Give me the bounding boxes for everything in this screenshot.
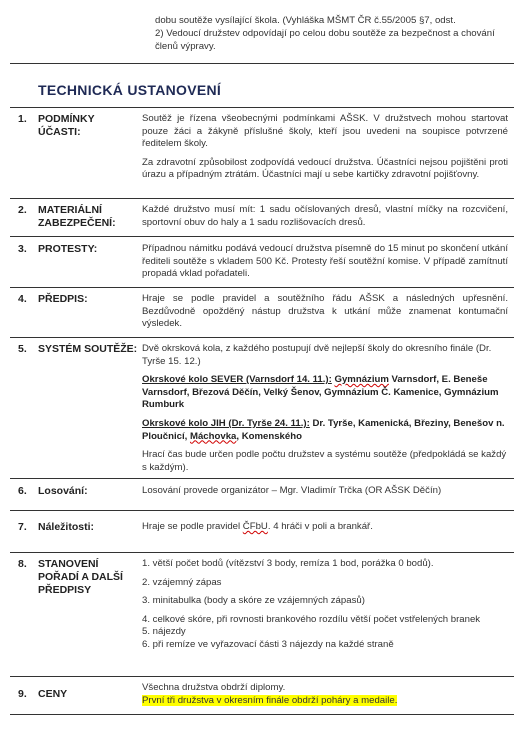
divider	[10, 478, 514, 479]
group-south-schools-end: , Komenského	[236, 430, 302, 442]
row-label: Losování:	[38, 485, 88, 497]
row-label: STANOVENÍ POŘADÍ A DALŠÍ PŘEDPISY	[38, 558, 123, 596]
paragraph: Všechna družstva obdrží diplomy.	[142, 682, 286, 693]
ranking-criterion: 3. minitabulka (body a skóre ze vzájemných zápasů)	[142, 595, 365, 607]
row-label: PODMÍNKY ÚČASTI:	[38, 113, 95, 138]
row-content	[142, 521, 508, 540]
row-label: SYSTÉM SOUTĚŽE:	[38, 343, 138, 355]
divider	[10, 552, 514, 553]
divider	[10, 714, 514, 715]
group-south-paragraph	[142, 418, 508, 443]
row-number: 9.	[18, 688, 27, 700]
divider	[10, 236, 514, 237]
group-south-schools: Dr. Tyrše, Kamenická, Březiny, Benešov n. Ploučnicí,	[142, 417, 505, 442]
paragraph: Losování provede organizátor – Mgr. Vladimír Trčka (OR AŠSK Děčín)	[142, 485, 442, 496]
section-title: TECHNICKÁ USTANOVENÍ	[38, 82, 222, 98]
row-label: PROTESTY:	[38, 243, 98, 255]
row-number: 7.	[18, 521, 27, 533]
highlighted-text: První tři družstva v okresním finále obdrží poháry a medaile.	[142, 694, 398, 706]
divider	[10, 63, 514, 64]
row-content	[142, 682, 508, 707]
row-number: 1.	[18, 113, 27, 125]
paragraph: Případnou námitku podává vedoucí družstva písemně do 15 minut po skončení utkání řediteli soutěže s vkladem 500 Kč. Protesty řeší soutěžní komise. V případě zamítnutí propadá vklad pořadateli.	[142, 243, 508, 280]
previous-section-line-1: dobu soutěže vysílající škola. (Vyhláška MŠMT ČR č.55/2005 §7, odst.	[155, 15, 456, 26]
paragraph: Hraje se podle pravidel a soutěžního řádu AŠSK a následných upřesnění. Bezdůvodně opožděný nástup družstva k utkání může znamenat kontumační výsledek.	[142, 293, 508, 330]
ranking-criterion: 1. větší počet bodů (vítězství 3 body, remíza 1 bod, porážka 0 bodů).	[142, 558, 434, 569]
row-label: Náležitosti:	[38, 521, 95, 533]
paragraph: Za zdravotní způsobilost zodpovídá vedoucí družstva. Účastníci nejsou pojištěni proti úrazu a případným ztrátám. Účastníci mají u sebe kartičky zdravotní pojišťovny.	[142, 156, 508, 181]
previous-section-line-2: 2) Vedoucí družstev odpovídají po celou dobu soutěže za bezpečnost a chování členů výpravy.	[155, 28, 495, 52]
row-number: 5.	[18, 343, 27, 355]
text-run: Hraje se podle pravidel	[142, 521, 243, 532]
group-north-paragraph	[142, 374, 508, 412]
row-content	[142, 243, 508, 287]
ranking-criterion: 5. nájezdy	[142, 626, 186, 638]
row-content	[142, 113, 508, 188]
paragraph: Soutěž je řízena všeobecnými podmínkami AŠSK. V družstvech mohou startovat pouze žáci a žákyně příslušné školy, kteří jsou uvedeni na soupisce potvrzené ředitelem školy.	[142, 113, 508, 150]
row-label: MATERIÁLNÍ ZABEZPEČENÍ:	[38, 204, 116, 229]
row-number: 8.	[18, 558, 27, 570]
ranking-criterion: 6. při remíze ve vyřazovací části 3 nájezdy na každé straně	[142, 638, 394, 650]
row-number: 2.	[18, 204, 27, 216]
group-north-schools: Varnsdorf, E. Beneše Varnsdorf, Březová Děčín, Velký Šenov, Gymnázium Č. Kamenice, Gymnázium Rumburk	[142, 374, 499, 411]
divider	[10, 510, 514, 511]
ranking-criterion: 4. celkové skóre, při rovnosti brankového rozdílu větší počet vstřelených branek	[142, 613, 481, 625]
highlighted-paragraph	[142, 695, 508, 708]
group-south-heading: Okrskové kolo JIH (Dr. Tyrše 24. 11.):	[142, 417, 310, 429]
divider	[10, 107, 514, 108]
paragraph: Každé družstvo musí mít: 1 sadu očíslovaných dresů, vlastní míčky na rozcvičení, sportovní obuv do haly a 1 sadu rozlišovacích dresů.	[142, 204, 508, 228]
row-content	[142, 558, 508, 652]
paragraph: Dvě okrsková kola, z každého postupují dvě nejlepší školy do okresního finále (Dr. Tyrše 15. 12.)	[142, 343, 492, 367]
row-label: PŘEDPIS:	[38, 293, 88, 305]
previous-section-text	[155, 14, 510, 53]
paragraph	[142, 521, 508, 534]
row-content	[142, 343, 508, 480]
divider	[10, 198, 514, 199]
divider	[10, 676, 514, 677]
row-number: 4.	[18, 293, 27, 305]
row-content	[142, 293, 508, 337]
school-name: Máchovka	[189, 430, 237, 442]
paragraph: Hrací čas bude určen podle počtu družstev a systému soutěže (předpokládá se každý s každým).	[142, 449, 507, 473]
group-north-heading: Okrskové kolo SEVER (Varnsdorf 14. 11.):	[142, 374, 332, 386]
school-name: Gymnázium	[334, 374, 389, 386]
ranking-criterion: 2. vzájemný zápas	[142, 576, 222, 588]
row-number: 6.	[18, 485, 27, 497]
row-label: CENY	[38, 688, 68, 700]
row-content	[142, 204, 508, 235]
divider	[10, 337, 514, 338]
row-number: 3.	[18, 243, 27, 255]
federation-abbreviation: ČFbU	[242, 521, 268, 532]
text-run: . 4 hráči v poli a brankář.	[267, 521, 373, 532]
divider	[10, 287, 514, 288]
row-content	[142, 485, 508, 504]
